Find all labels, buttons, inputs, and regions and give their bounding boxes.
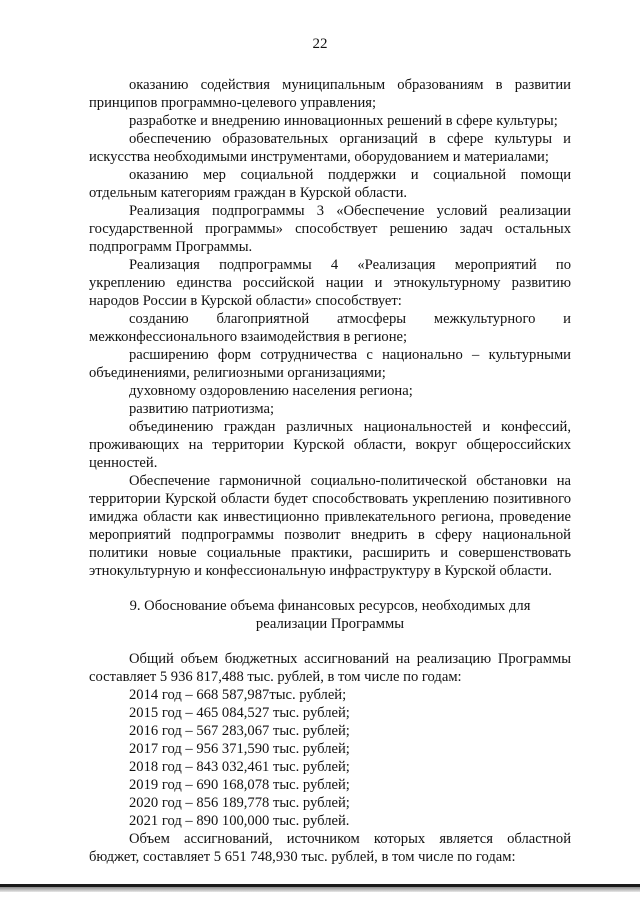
year-allocation-line: 2015 год – 465 084,527 тыс. рублей;: [129, 705, 350, 721]
regional-budget-paragraph: Объем ассигнований, источником которых является областной бюджет, составляет 5 651 748,930 тыс. рублей, в том числе по годам:: [89, 831, 571, 865]
page-bottom-shadow: [0, 887, 640, 892]
total-budget-paragraph: Общий объем бюджетных ассигнований на реализацию Программы составляет 5 936 817,488 тыс. рублей, в том числе по годам:: [89, 651, 571, 685]
year-allocation-line: 2016 год – 567 283,067 тыс. рублей;: [129, 723, 350, 739]
section-heading: 9. Обоснование объема финансовых ресурсов, необходимых для реализации Программы: [129, 598, 531, 632]
paragraph: развитию патриотизма;: [129, 401, 275, 417]
paragraph: Обеспечение гармоничной социально-политической обстановки на территории Курской области будет способствовать укреплению позитивного имиджа области как инвестиционно привлекательного региона, проведение мероприятий подпрограммы позволит внедрить в сферу национальной политики новые социальные практики, расширить и совершенствовать этнокультурную и конфессиональную инфраструктуру в Курской области.: [89, 473, 571, 579]
year-allocation-line: 2021 год – 890 100,000 тыс. рублей.: [129, 813, 350, 829]
paragraph: оказанию содействия муниципальным образованиям в развитии принципов программно-целевого управления;: [89, 77, 571, 111]
paragraph: объединению граждан различных национальностей и конфессий, проживающих на территории Курской области, вокруг общероссийских ценностей.: [89, 419, 571, 471]
page-number: 22: [312, 36, 328, 52]
paragraph: Реализация подпрограммы 3 «Обеспечение условий реализации государственной программы» способствует решению задач остальных подпрограмм Программы.: [89, 203, 571, 255]
paragraph: духовному оздоровлению населения региона;: [129, 383, 413, 399]
paragraph: Реализация подпрограммы 4 «Реализация мероприятий по укреплению единства российской нации и этнокультурному развитию народов России в Курской области» способствует:: [89, 257, 571, 309]
document-body: [89, 76, 571, 866]
year-allocation-line: 2017 год – 956 371,590 тыс. рублей;: [129, 741, 350, 757]
paragraph: расширению форм сотрудничества с национально – культурными объединениями, религиозными организациями;: [89, 347, 571, 381]
year-allocation-line: 2018 год – 843 032,461 тыс. рублей;: [129, 759, 350, 775]
paragraph: оказанию мер социальной поддержки и социальной помощи отдельным категориям граждан в Курской области.: [89, 167, 571, 201]
year-allocation-line: 2020 год – 856 189,778 тыс. рублей;: [129, 795, 350, 811]
paragraph: разработке и внедрению инновационных решений в сфере культуры;: [129, 113, 558, 129]
paragraph: обеспечению образовательных организаций в сфере культуры и искусства необходимыми инструментами, оборудованием и материалами;: [89, 131, 571, 165]
year-allocation-line: 2014 год – 668 587,987тыс. рублей;: [129, 687, 347, 703]
spacer: [89, 633, 571, 650]
year-allocation-line: 2019 год – 690 168,078 тыс. рублей;: [129, 777, 350, 793]
spacer: [89, 580, 571, 597]
paragraph: созданию благоприятной атмосферы межкультурного и межконфессионального взаимодействия в регионе;: [89, 311, 571, 345]
